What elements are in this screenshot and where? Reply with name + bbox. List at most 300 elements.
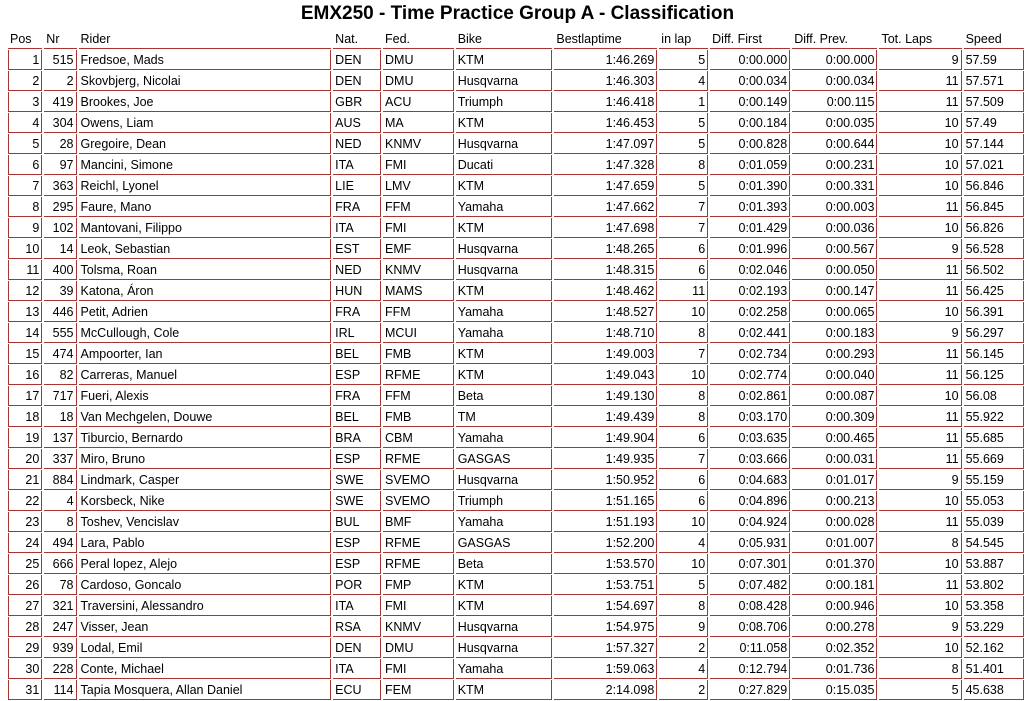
cell-nr: 39	[44, 281, 76, 301]
cell-in-lap: 10	[659, 554, 708, 574]
cell-tot-laps: 9	[879, 323, 961, 343]
cell-speed: 57.509	[964, 92, 1024, 112]
cell-bestlaptime: 2:14.098	[554, 680, 657, 700]
cell-bike: GASGAS	[456, 449, 553, 469]
cell-nat: DEN	[333, 50, 381, 70]
table-row	[8, 302, 1024, 322]
column-header-diff-prev: Diff. Prev.	[792, 29, 877, 49]
cell-diff-prev: 0:00.331	[792, 176, 877, 196]
cell-pos: 2	[8, 71, 42, 91]
cell-bestlaptime: 1:46.418	[554, 92, 657, 112]
cell-diff-first: 0:05.931	[710, 533, 790, 553]
cell-pos: 13	[8, 302, 42, 322]
cell-nat: ECU	[333, 680, 381, 700]
cell-bestlaptime: 1:53.751	[554, 575, 657, 595]
cell-bike: KTM	[456, 218, 553, 238]
cell-diff-prev: 0:02.352	[792, 638, 877, 658]
cell-diff-prev: 0:00.147	[792, 281, 877, 301]
cell-nr: 18	[44, 407, 76, 427]
cell-bestlaptime: 1:59.063	[554, 659, 657, 679]
cell-fed: BMF	[383, 512, 454, 532]
cell-tot-laps: 8	[879, 533, 961, 553]
cell-speed: 45.638	[964, 680, 1024, 700]
column-header-speed: Speed	[964, 29, 1024, 49]
cell-bestlaptime: 1:53.570	[554, 554, 657, 574]
cell-diff-prev: 0:01.017	[792, 470, 877, 490]
cell-nat: NED	[333, 260, 381, 280]
cell-tot-laps: 11	[879, 260, 961, 280]
cell-bestlaptime: 1:57.327	[554, 638, 657, 658]
cell-diff-first: 0:00.034	[710, 71, 790, 91]
cell-fed: RFME	[383, 533, 454, 553]
table-row	[8, 176, 1024, 196]
cell-in-lap: 6	[659, 491, 708, 511]
cell-fed: FMI	[383, 596, 454, 616]
table-row	[8, 260, 1024, 280]
cell-bestlaptime: 1:48.265	[554, 239, 657, 259]
cell-diff-prev: 0:15.035	[792, 680, 877, 700]
cell-nr: 337	[44, 449, 76, 469]
cell-tot-laps: 10	[879, 134, 961, 154]
cell-in-lap: 5	[659, 575, 708, 595]
column-header-pos: Pos	[8, 29, 42, 49]
cell-pos: 4	[8, 113, 42, 133]
cell-bestlaptime: 1:48.710	[554, 323, 657, 343]
cell-bestlaptime: 1:46.269	[554, 50, 657, 70]
cell-fed: SVEMO	[383, 470, 454, 490]
cell-diff-first: 0:03.635	[710, 428, 790, 448]
cell-pos: 14	[8, 323, 42, 343]
cell-speed: 57.571	[964, 71, 1024, 91]
cell-nr: 939	[44, 638, 76, 658]
cell-nr: 137	[44, 428, 76, 448]
cell-speed: 55.922	[964, 407, 1024, 427]
cell-nat: FRA	[333, 302, 381, 322]
cell-in-lap: 2	[659, 638, 708, 658]
cell-speed: 54.545	[964, 533, 1024, 553]
cell-rider: Mantovani, Filippo	[79, 218, 332, 238]
cell-bestlaptime: 1:47.328	[554, 155, 657, 175]
cell-nat: IRL	[333, 323, 381, 343]
cell-fed: EMF	[383, 239, 454, 259]
cell-fed: SVEMO	[383, 491, 454, 511]
cell-diff-prev: 0:00.036	[792, 218, 877, 238]
cell-in-lap: 5	[659, 176, 708, 196]
cell-pos: 1	[8, 50, 42, 70]
cell-pos: 8	[8, 197, 42, 217]
cell-nr: 247	[44, 617, 76, 637]
cell-diff-first: 0:01.390	[710, 176, 790, 196]
table-row	[8, 134, 1024, 154]
cell-nr: 321	[44, 596, 76, 616]
cell-pos: 6	[8, 155, 42, 175]
table-row	[8, 638, 1024, 658]
table-row	[8, 71, 1024, 91]
cell-speed: 56.08	[964, 386, 1024, 406]
cell-in-lap: 5	[659, 50, 708, 70]
cell-nat: DEN	[333, 638, 381, 658]
cell-diff-first: 0:02.046	[710, 260, 790, 280]
cell-diff-first: 0:02.861	[710, 386, 790, 406]
cell-bestlaptime: 1:49.935	[554, 449, 657, 469]
cell-speed: 52.162	[964, 638, 1024, 658]
cell-fed: FMI	[383, 218, 454, 238]
cell-bike: Husqvarna	[456, 134, 553, 154]
cell-diff-first: 0:04.896	[710, 491, 790, 511]
cell-nr: 78	[44, 575, 76, 595]
cell-bike: Yamaha	[456, 659, 553, 679]
cell-nat: ESP	[333, 449, 381, 469]
cell-fed: FEM	[383, 680, 454, 700]
table-row	[8, 554, 1024, 574]
cell-rider: Miro, Bruno	[79, 449, 332, 469]
cell-tot-laps: 9	[879, 470, 961, 490]
cell-pos: 9	[8, 218, 42, 238]
cell-bike: Triumph	[456, 92, 553, 112]
cell-fed: RFME	[383, 554, 454, 574]
cell-in-lap: 2	[659, 680, 708, 700]
cell-in-lap: 6	[659, 428, 708, 448]
cell-tot-laps: 11	[879, 512, 961, 532]
cell-tot-laps: 10	[879, 596, 961, 616]
cell-nr: 304	[44, 113, 76, 133]
cell-diff-prev: 0:00.183	[792, 323, 877, 343]
cell-nr: 8	[44, 512, 76, 532]
cell-rider: Carreras, Manuel	[79, 365, 332, 385]
cell-diff-first: 0:01.059	[710, 155, 790, 175]
cell-tot-laps: 11	[879, 575, 961, 595]
cell-nat: GBR	[333, 92, 381, 112]
cell-nr: 97	[44, 155, 76, 175]
cell-diff-prev: 0:00.293	[792, 344, 877, 364]
cell-nr: 494	[44, 533, 76, 553]
cell-diff-first: 0:00.000	[710, 50, 790, 70]
cell-bestlaptime: 1:49.043	[554, 365, 657, 385]
cell-pos: 5	[8, 134, 42, 154]
cell-in-lap: 10	[659, 302, 708, 322]
cell-rider: Lara, Pablo	[79, 533, 332, 553]
cell-bike: Yamaha	[456, 197, 553, 217]
cell-fed: KNMV	[383, 134, 454, 154]
cell-rider: Fredsoe, Mads	[79, 50, 332, 70]
cell-in-lap: 8	[659, 407, 708, 427]
cell-bike: Husqvarna	[456, 260, 553, 280]
cell-speed: 56.826	[964, 218, 1024, 238]
table-row	[8, 680, 1024, 700]
cell-rider: Leok, Sebastian	[79, 239, 332, 259]
cell-tot-laps: 10	[879, 554, 961, 574]
cell-fed: FMI	[383, 659, 454, 679]
cell-rider: Petit, Adrien	[79, 302, 332, 322]
cell-bestlaptime: 1:50.952	[554, 470, 657, 490]
cell-bestlaptime: 1:49.439	[554, 407, 657, 427]
table-row	[8, 575, 1024, 595]
cell-speed: 56.145	[964, 344, 1024, 364]
cell-diff-prev: 0:00.278	[792, 617, 877, 637]
cell-speed: 55.159	[964, 470, 1024, 490]
cell-tot-laps: 9	[879, 617, 961, 637]
cell-speed: 56.845	[964, 197, 1024, 217]
cell-bestlaptime: 1:49.904	[554, 428, 657, 448]
cell-nat: FRA	[333, 197, 381, 217]
table-row	[8, 218, 1024, 238]
cell-diff-prev: 0:00.065	[792, 302, 877, 322]
cell-rider: McCullough, Cole	[79, 323, 332, 343]
cell-bike: KTM	[456, 113, 553, 133]
cell-pos: 16	[8, 365, 42, 385]
table-row	[8, 239, 1024, 259]
cell-tot-laps: 10	[879, 218, 961, 238]
cell-rider: Tolsma, Roan	[79, 260, 332, 280]
table-row	[8, 50, 1024, 70]
cell-nat: BUL	[333, 512, 381, 532]
cell-nat: EST	[333, 239, 381, 259]
cell-diff-prev: 0:00.181	[792, 575, 877, 595]
cell-fed: MCUI	[383, 323, 454, 343]
cell-in-lap: 10	[659, 512, 708, 532]
cell-diff-first: 0:07.482	[710, 575, 790, 595]
cell-bestlaptime: 1:46.303	[554, 71, 657, 91]
cell-bike: KTM	[456, 344, 553, 364]
cell-tot-laps: 10	[879, 176, 961, 196]
cell-bike: Beta	[456, 554, 553, 574]
cell-bestlaptime: 1:48.315	[554, 260, 657, 280]
cell-pos: 24	[8, 533, 42, 553]
cell-diff-prev: 0:00.003	[792, 197, 877, 217]
cell-fed: FMI	[383, 155, 454, 175]
cell-diff-first: 0:02.258	[710, 302, 790, 322]
cell-nr: 2	[44, 71, 76, 91]
cell-speed: 56.297	[964, 323, 1024, 343]
cell-diff-first: 0:01.393	[710, 197, 790, 217]
cell-tot-laps: 10	[879, 302, 961, 322]
cell-diff-prev: 0:00.231	[792, 155, 877, 175]
cell-nat: ESP	[333, 365, 381, 385]
cell-nat: BEL	[333, 407, 381, 427]
cell-tot-laps: 11	[879, 344, 961, 364]
table-row	[8, 155, 1024, 175]
column-header-nr: Nr	[44, 29, 76, 49]
cell-diff-first: 0:00.828	[710, 134, 790, 154]
cell-rider: Lodal, Emil	[79, 638, 332, 658]
cell-diff-first: 0:03.170	[710, 407, 790, 427]
column-header-bestlaptime: Bestlaptime	[554, 29, 657, 49]
table-row	[8, 470, 1024, 490]
column-header-diff-first: Diff. First	[710, 29, 790, 49]
cell-in-lap: 5	[659, 134, 708, 154]
cell-tot-laps: 10	[879, 491, 961, 511]
cell-in-lap: 8	[659, 596, 708, 616]
cell-rider: Toshev, Vencislav	[79, 512, 332, 532]
table-row	[8, 617, 1024, 637]
cell-in-lap: 7	[659, 344, 708, 364]
cell-in-lap: 7	[659, 218, 708, 238]
cell-nr: 82	[44, 365, 76, 385]
header-row	[8, 29, 1024, 49]
cell-bestlaptime: 1:51.193	[554, 512, 657, 532]
cell-rider: Visser, Jean	[79, 617, 332, 637]
cell-in-lap: 8	[659, 386, 708, 406]
cell-speed: 56.425	[964, 281, 1024, 301]
cell-diff-prev: 0:00.946	[792, 596, 877, 616]
cell-bike: Yamaha	[456, 302, 553, 322]
cell-in-lap: 6	[659, 260, 708, 280]
cell-bike: KTM	[456, 680, 553, 700]
cell-bike: KTM	[456, 176, 553, 196]
cell-in-lap: 10	[659, 365, 708, 385]
cell-tot-laps: 8	[879, 659, 961, 679]
cell-diff-first: 0:01.996	[710, 239, 790, 259]
cell-speed: 53.887	[964, 554, 1024, 574]
cell-in-lap: 8	[659, 155, 708, 175]
cell-fed: DMU	[383, 50, 454, 70]
cell-speed: 51.401	[964, 659, 1024, 679]
cell-diff-first: 0:07.301	[710, 554, 790, 574]
cell-pos: 15	[8, 344, 42, 364]
cell-pos: 31	[8, 680, 42, 700]
cell-speed: 56.391	[964, 302, 1024, 322]
cell-diff-prev: 0:00.644	[792, 134, 877, 154]
cell-rider: Tiburcio, Bernardo	[79, 428, 332, 448]
table-row	[8, 491, 1024, 511]
cell-rider: Fueri, Alexis	[79, 386, 332, 406]
cell-speed: 55.053	[964, 491, 1024, 511]
cell-fed: FMB	[383, 407, 454, 427]
table-row	[8, 596, 1024, 616]
cell-pos: 28	[8, 617, 42, 637]
cell-diff-prev: 0:00.567	[792, 239, 877, 259]
table-row	[8, 365, 1024, 385]
cell-nr: 419	[44, 92, 76, 112]
cell-nr: 228	[44, 659, 76, 679]
cell-bestlaptime: 1:47.097	[554, 134, 657, 154]
cell-nat: BRA	[333, 428, 381, 448]
cell-fed: FFM	[383, 197, 454, 217]
cell-nr: 515	[44, 50, 76, 70]
cell-fed: FFM	[383, 302, 454, 322]
cell-tot-laps: 5	[879, 680, 961, 700]
cell-fed: MA	[383, 113, 454, 133]
cell-pos: 18	[8, 407, 42, 427]
cell-rider: Traversini, Alessandro	[79, 596, 332, 616]
cell-tot-laps: 11	[879, 365, 961, 385]
cell-diff-prev: 0:01.007	[792, 533, 877, 553]
cell-fed: RFME	[383, 365, 454, 385]
cell-bestlaptime: 1:47.698	[554, 218, 657, 238]
cell-in-lap: 11	[659, 281, 708, 301]
cell-fed: ACU	[383, 92, 454, 112]
cell-nat: ITA	[333, 659, 381, 679]
cell-nat: FRA	[333, 386, 381, 406]
cell-in-lap: 5	[659, 113, 708, 133]
cell-tot-laps: 11	[879, 92, 961, 112]
cell-pos: 3	[8, 92, 42, 112]
cell-nr: 114	[44, 680, 76, 700]
column-header-nat: Nat.	[333, 29, 381, 49]
cell-bike: KTM	[456, 575, 553, 595]
cell-tot-laps: 9	[879, 50, 961, 70]
cell-diff-prev: 0:00.028	[792, 512, 877, 532]
cell-pos: 27	[8, 596, 42, 616]
cell-diff-first: 0:08.428	[710, 596, 790, 616]
cell-nr: 666	[44, 554, 76, 574]
cell-nat: DEN	[333, 71, 381, 91]
cell-rider: Skovbjerg, Nicolai	[79, 71, 332, 91]
cell-bike: KTM	[456, 365, 553, 385]
cell-pos: 25	[8, 554, 42, 574]
cell-bestlaptime: 1:47.659	[554, 176, 657, 196]
cell-rider: Conte, Michael	[79, 659, 332, 679]
cell-rider: Van Mechgelen, Douwe	[79, 407, 332, 427]
cell-pos: 17	[8, 386, 42, 406]
cell-diff-first: 0:11.058	[710, 638, 790, 658]
cell-rider: Owens, Liam	[79, 113, 332, 133]
cell-speed: 56.125	[964, 365, 1024, 385]
cell-diff-prev: 0:01.736	[792, 659, 877, 679]
cell-pos: 21	[8, 470, 42, 490]
cell-speed: 53.358	[964, 596, 1024, 616]
cell-speed: 55.039	[964, 512, 1024, 532]
cell-bike: TM	[456, 407, 553, 427]
cell-rider: Katona, Áron	[79, 281, 332, 301]
cell-in-lap: 8	[659, 323, 708, 343]
cell-rider: Peral lopez, Alejo	[79, 554, 332, 574]
cell-diff-prev: 0:00.050	[792, 260, 877, 280]
cell-in-lap: 7	[659, 197, 708, 217]
cell-fed: MAMS	[383, 281, 454, 301]
table-row	[8, 386, 1024, 406]
table-row	[8, 92, 1024, 112]
cell-pos: 30	[8, 659, 42, 679]
table-row	[8, 449, 1024, 469]
cell-diff-first: 0:27.829	[710, 680, 790, 700]
cell-diff-prev: 0:00.115	[792, 92, 877, 112]
cell-diff-first: 0:08.706	[710, 617, 790, 637]
cell-diff-prev: 0:00.309	[792, 407, 877, 427]
table-row	[8, 512, 1024, 532]
cell-bike: Yamaha	[456, 428, 553, 448]
cell-bike: Beta	[456, 386, 553, 406]
cell-nat: SWE	[333, 470, 381, 490]
cell-tot-laps: 11	[879, 407, 961, 427]
cell-bike: KTM	[456, 281, 553, 301]
cell-nat: POR	[333, 575, 381, 595]
cell-rider: Cardoso, Goncalo	[79, 575, 332, 595]
cell-nat: ESP	[333, 533, 381, 553]
cell-diff-prev: 0:00.034	[792, 71, 877, 91]
cell-tot-laps: 10	[879, 638, 961, 658]
cell-nr: 102	[44, 218, 76, 238]
cell-bestlaptime: 1:47.662	[554, 197, 657, 217]
cell-tot-laps: 11	[879, 71, 961, 91]
cell-nr: 4	[44, 491, 76, 511]
cell-pos: 29	[8, 638, 42, 658]
cell-bestlaptime: 1:54.975	[554, 617, 657, 637]
cell-nat: ITA	[333, 155, 381, 175]
table-row	[8, 323, 1024, 343]
cell-nat: HUN	[333, 281, 381, 301]
cell-nat: NED	[333, 134, 381, 154]
cell-rider: Korsbeck, Nike	[79, 491, 332, 511]
cell-fed: KNMV	[383, 617, 454, 637]
cell-bike: Husqvarna	[456, 71, 553, 91]
cell-speed: 53.229	[964, 617, 1024, 637]
cell-diff-prev: 0:01.370	[792, 554, 877, 574]
cell-nat: SWE	[333, 491, 381, 511]
cell-bestlaptime: 1:51.165	[554, 491, 657, 511]
cell-rider: Ampoorter, Ian	[79, 344, 332, 364]
cell-in-lap: 9	[659, 617, 708, 637]
